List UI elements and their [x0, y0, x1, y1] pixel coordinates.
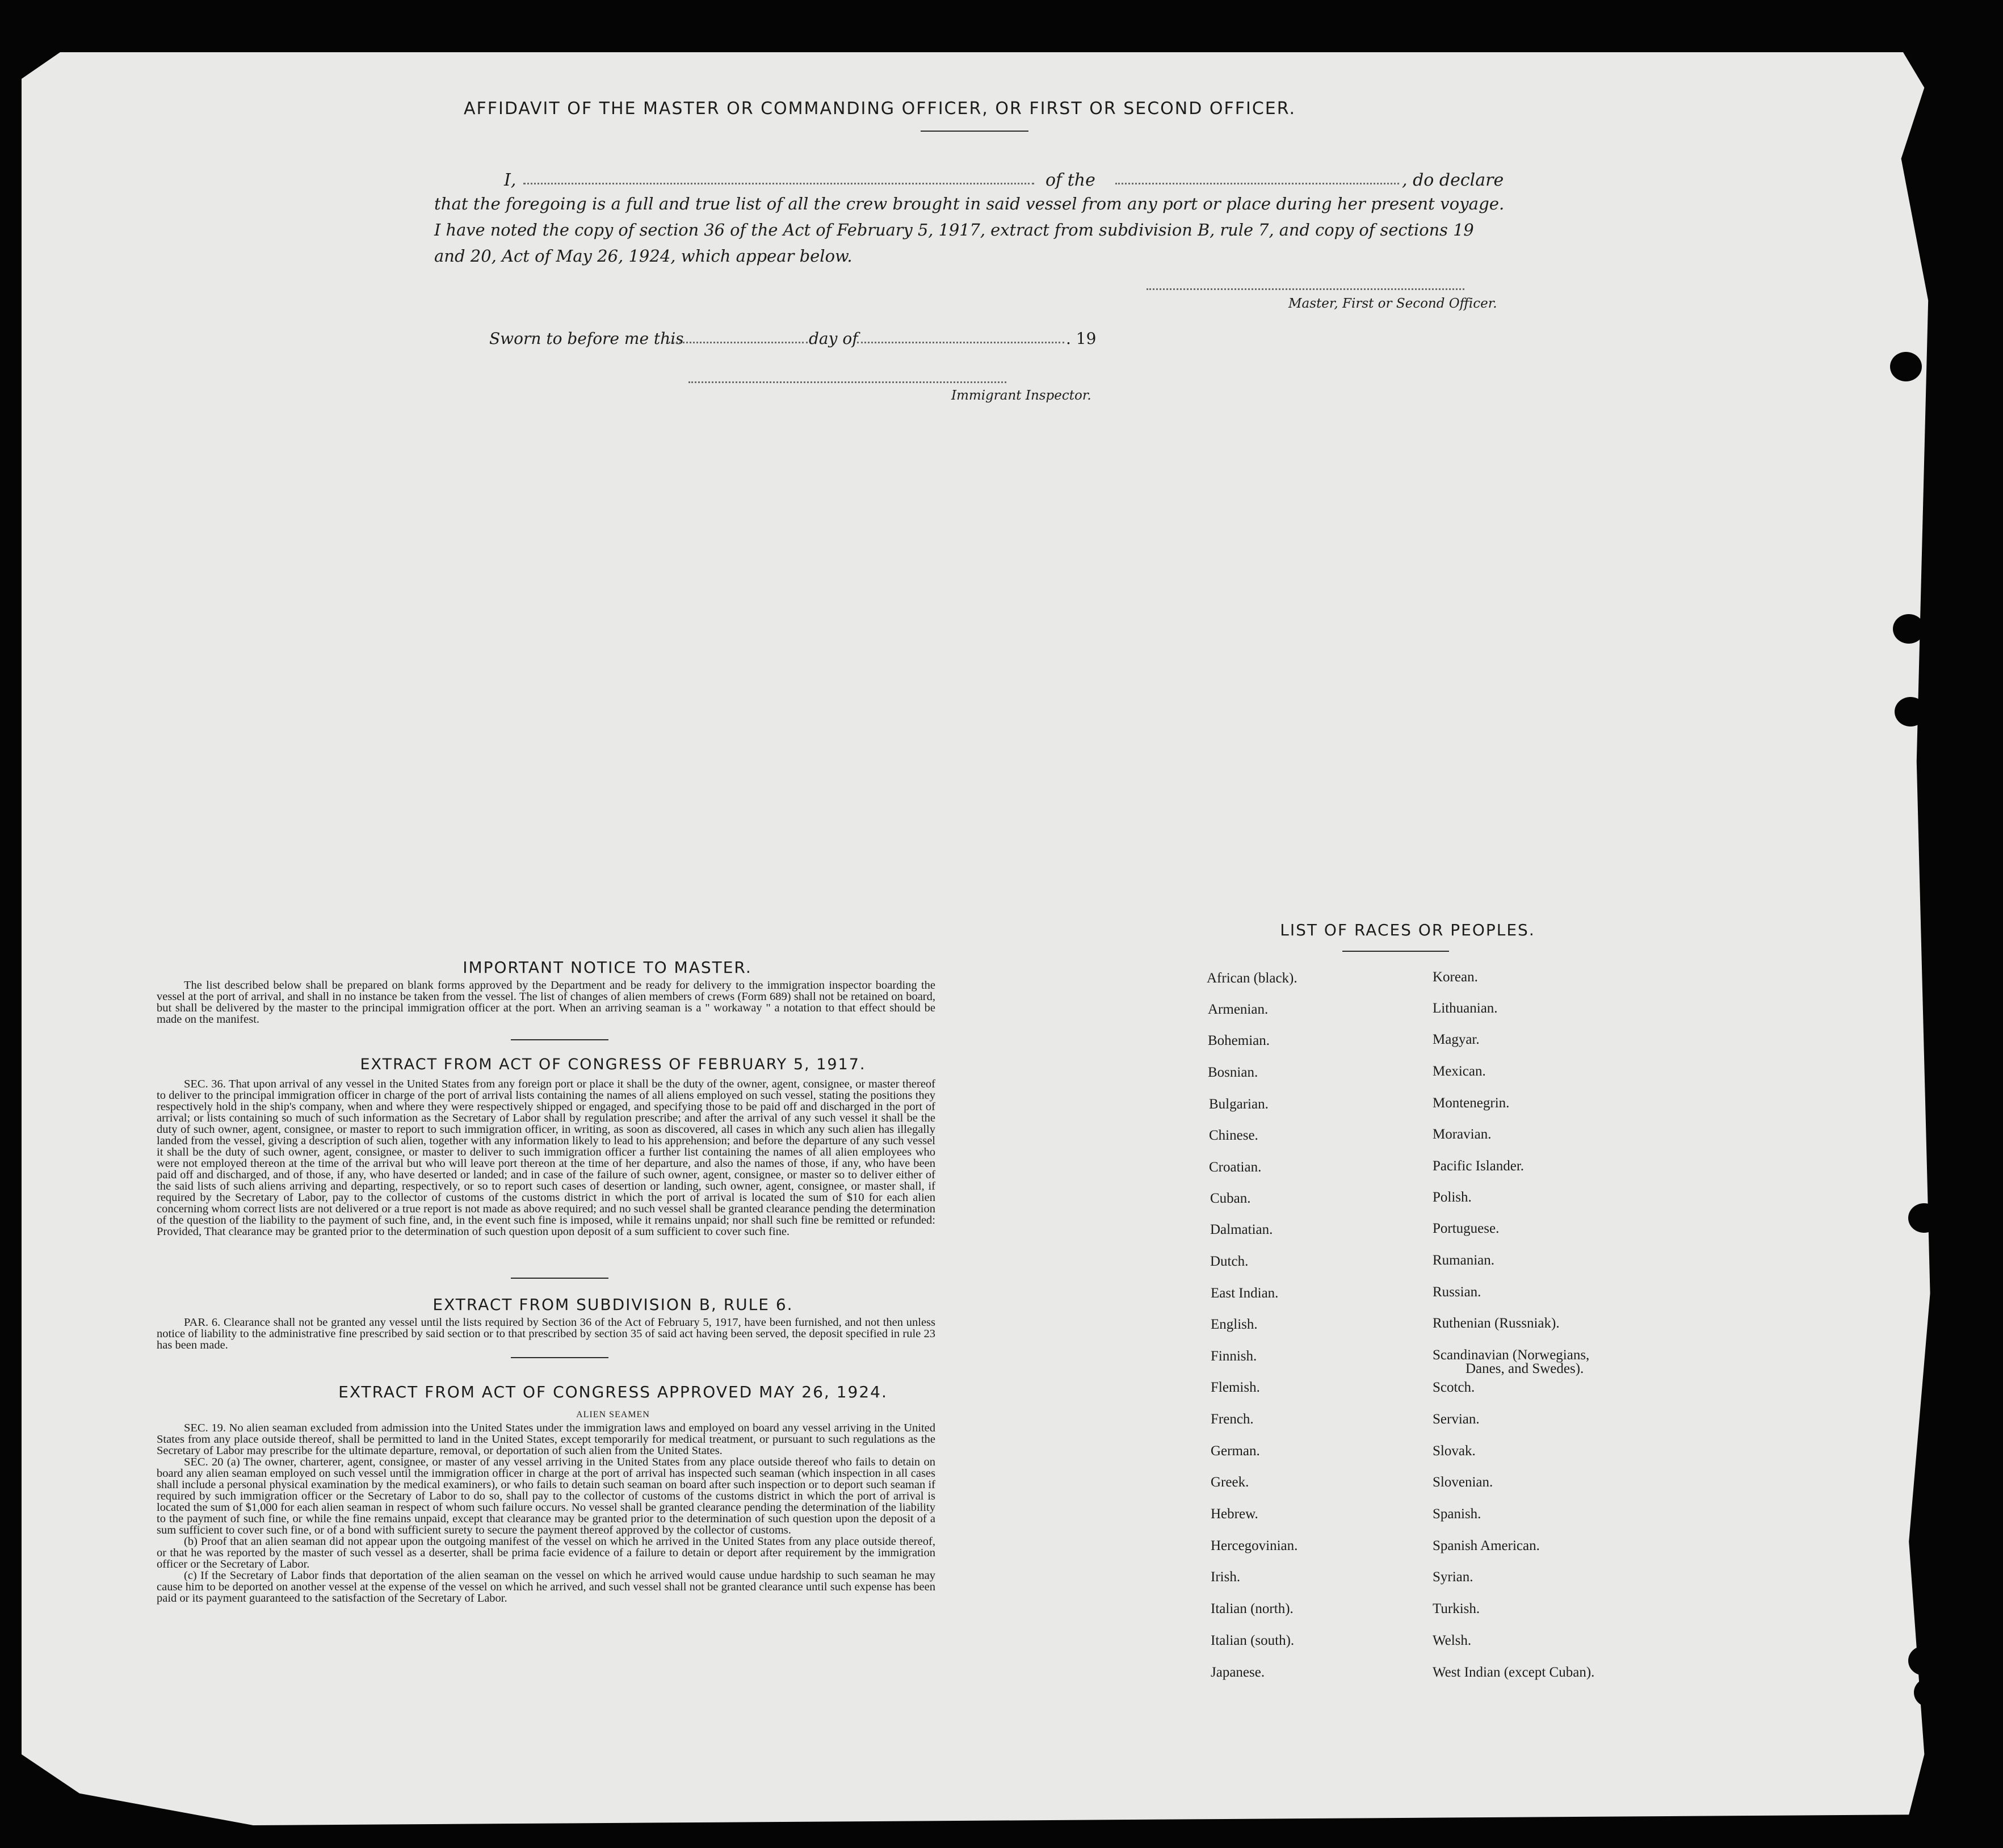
race-left: German. [1211, 1443, 1260, 1459]
divider [1342, 951, 1449, 952]
sworn-text: Sworn to before me this [489, 329, 684, 348]
race-left: Bohemian. [1208, 1033, 1270, 1048]
inspector-signature-line [688, 381, 1006, 383]
race-right: Mexican. [1433, 1064, 1486, 1079]
extract-1917-text [157, 1078, 935, 1237]
notice-title: IMPORTANT NOTICE TO MASTER. [463, 958, 752, 977]
race-left: Hebrew. [1211, 1506, 1258, 1522]
binder-hole [1908, 1203, 1940, 1233]
rule-6-text [157, 1317, 935, 1351]
binder-hole [1893, 614, 1925, 644]
race-left: English. [1211, 1317, 1258, 1332]
name-blank [523, 183, 1034, 184]
affidavit-do-declare: , do declare [1402, 170, 1504, 190]
race-right: Welsh. [1433, 1633, 1472, 1648]
race-right: Portuguese. [1433, 1221, 1500, 1236]
day-of-text: day of [809, 329, 858, 348]
vessel-blank [1115, 183, 1399, 184]
race-left: Finnish. [1211, 1349, 1257, 1364]
race-left: East Indian. [1211, 1286, 1279, 1301]
race-left: Cuban. [1210, 1191, 1251, 1206]
affidavit-line-1: that the foregoing is a full and true list of all the crew brought in said vessel from any port or place during her present voyage. [434, 194, 1505, 213]
divider [511, 1278, 608, 1279]
race-right: West Indian (except Cuban). [1433, 1665, 1595, 1680]
race-left: Hercegovinian. [1211, 1538, 1298, 1553]
year-text: . 19 [1066, 329, 1097, 348]
race-left: Greek. [1211, 1475, 1249, 1490]
race-right: Scandinavian (Norwegians, [1433, 1347, 1590, 1363]
affidavit-line-3: and 20, Act of May 26, 1924, which appear below. [434, 246, 853, 266]
section-20b-paragraph: (b) Proof that an alien seaman did not appear upon the outgoing manifest of the vessel on which he arrived in the United States from any place outside thereof, or that he was reported by the master of such vessel as a deserter, shall be prima facie evidence of a failure to detain or deport after requirement by the immigration officer or the Secretary of Labor. [157, 1535, 935, 1570]
race-right: Spanish American. [1433, 1538, 1540, 1553]
race-left: Italian (north). [1211, 1601, 1294, 1616]
section-20a-paragraph: SEC. 20 (a) The owner, charterer, agent, consignee, or master of any vessel arriving in the United States from any place outside thereof who fails to detain on board any alien seaman employed on such vessel until the immigration officer in charge at the port of arrival has inspected such seaman (which inspection in all cases shall include a personal physical examination by the medical examiners), or who fails to detain such seaman on board after such inspection or to deport such seaman if required by such immigration officer or the Secretary of Labor to do so, shall pay to the collector of customs of the customs district in which the port of arrival is located the sum of $1,000 for each alien seaman in respect of whom such failure occurs. No vessel shall be granted clearance pending the determination of the liability to the payment of such fine, or while the fine remains unpaid, except that clearance may be granted prior to the determination of such question upon the deposit of a sum sufficient to cover such fine, or of a bond with sufficient surety to secure the payment thereof approved by the collector of customs. [157, 1456, 935, 1536]
race-right: Slovenian. [1433, 1475, 1493, 1490]
race-right-continuation: Danes, and Swedes). [1465, 1361, 1584, 1376]
alien-seamen-subtitle: ALIEN SEAMEN [576, 1410, 650, 1419]
race-right: Pacific Islander. [1433, 1158, 1525, 1174]
master-signature-line [1147, 288, 1464, 290]
race-left: Croatian. [1209, 1160, 1262, 1175]
affidavit-title: AFFIDAVIT OF THE MASTER OR COMMANDING OFFICER, OR FIRST OR SECOND OFFICER. [463, 99, 1296, 119]
notice-paragraph: The list described below shall be prepared on blank forms approved by the Department and be ready for delivery to the immigration inspector boarding the vessel at the port of arrival, and shall in no instance be taken from the vessel. The list of changes of alien members of crews (Form 689) shall not be retained on board, but shall be delivered by the master to the principal immigration officer at the port. When an arriving seaman is a " workaway " a notation to that effect should be made on the manifest. [157, 979, 935, 1026]
inspector-caption: Immigrant Inspector. [951, 388, 1091, 403]
race-left: Irish. [1211, 1569, 1241, 1585]
affidavit-line-2: I have noted the copy of section 36 of the Act of February 5, 1917, extract from subdivision B, rule 7, and copy of sections 19 [434, 220, 1474, 240]
races-title: LIST OF RACES OR PEOPLES. [1280, 921, 1535, 939]
binder-hole [1908, 1646, 1940, 1675]
master-caption: Master, First or Second Officer. [1288, 296, 1497, 311]
race-right: Moravian. [1433, 1127, 1492, 1142]
month-blank [857, 342, 1064, 343]
section-19-paragraph: SEC. 19. No alien seaman excluded from admission into the United States under the immigration laws and employed on board any vessel arriving in the United States from any place outside thereof, shall be permitted to land in the United States, except temporarily for medical treatment, or pursuant to such regulations as the Secretary of Labor may prescribe for the ultimate departure, removal, or deportation of such alien from the United States. [157, 1422, 935, 1457]
race-right: Montenegrin. [1433, 1095, 1510, 1111]
race-left: Armenian. [1208, 1002, 1269, 1017]
race-right: Ruthenian (Russniak). [1433, 1316, 1560, 1331]
extract-1917-title: EXTRACT FROM ACT OF CONGRESS OF FEBRUARY 5, 1917. [360, 1056, 866, 1073]
day-blank [669, 342, 808, 343]
race-left: Dutch. [1210, 1254, 1249, 1269]
race-right: Russian. [1433, 1284, 1481, 1300]
race-left: French. [1211, 1412, 1254, 1427]
race-left: Dalmatian. [1210, 1222, 1273, 1237]
race-right: Spanish. [1433, 1506, 1481, 1522]
divider [511, 1039, 608, 1040]
race-left: Italian (south). [1211, 1633, 1295, 1648]
rule-6-title: EXTRACT FROM SUBDIVISION B, RULE 6. [432, 1295, 793, 1314]
race-left: Bulgarian. [1209, 1097, 1269, 1112]
race-left: Japanese. [1211, 1665, 1265, 1680]
race-right: Turkish. [1433, 1601, 1480, 1616]
race-right: Syrian. [1433, 1569, 1473, 1585]
race-right: Korean. [1433, 969, 1478, 985]
race-right: Polish. [1433, 1190, 1472, 1205]
extract-1924-title: EXTRACT FROM ACT OF CONGRESS APPROVED MAY 26, 1924. [338, 1383, 888, 1401]
race-right: Servian. [1433, 1412, 1480, 1427]
rule-6-paragraph: PAR. 6. Clearance shall not be granted any vessel until the lists required by Section 36 of the Act of February 5, 1917, have been furnished, and not then unless notice of liability to the administrative fine prescribed by said section or to that prescribed by section 35 of said act having been served, the deposit specified in rule 23 has been made. [157, 1316, 935, 1351]
race-right: Magyar. [1433, 1032, 1480, 1047]
race-left: Flemish. [1211, 1380, 1260, 1395]
affidavit-i: I, [504, 170, 517, 190]
extract-1924-text [157, 1422, 935, 1604]
race-right: Rumanian. [1433, 1253, 1495, 1268]
divider [921, 131, 1028, 132]
section-36-paragraph: SEC. 36. That upon arrival of any vessel in the United States from any foreign port or place it shall be the duty of the owner, agent, consignee, or master thereof to deliver to the principal immigration officer in charge of the port of arrival lists containing the names of all aliens employed on such vessel, stating the positions they respectively hold in the ship's company, when and where they were respectively shipped or engaged, and specifying those to be paid off and discharged in the port of arrival; or lists containing so much of such information as the Secretary of Labor shall by regulation prescribe; and after the arrival of any such vessel it shall be the duty of such owner, agent, consignee, or master to report to such immigration officer, in writing, as soon as discovered, all cases in which any such alien has illegally landed from the vessel, giving a description of such alien, together with any information likely to lead to his apprehension; and before the departure of any such vessel it shall be the duty of such owner, agent, consignee, or master to deliver to such immigration officer a further list containing the names of all alien employees who were not employed thereon at the time of the arrival but who will leave port thereon at the time of her departure, and also the names of those, if any, who have been paid off and discharged, and of those, if any, who have deserted or landed; and in case of the failure of such owner, agent, consignee, or master so to deliver either of the said lists of such aliens arriving and departing, respectively, or so to report such cases of desertion or landing, such owner, agent, consignee, or master shall, if required by the Secretary of Labor, pay to the collector of customs of the customs district in which the port of arrival is located the sum of $10 for each alien concerning whom correct lists are not delivered or a true report is not made as above required; and no such vessel shall be granted clearance pending the determination of the question of the liability to the payment of such fine, and, in the event such fine is imposed, while it remains unpaid; nor shall such fine be remitted or refunded: Provided, That clearance may be granted prior to the determination of such question upon deposit of a sum sufficient to cover such fine. [157, 1078, 935, 1238]
binder-hole [1914, 1678, 1946, 1707]
race-left: Bosnian. [1208, 1065, 1258, 1080]
race-right: Lithuanian. [1433, 1001, 1498, 1016]
binder-hole [1895, 697, 1926, 726]
race-left: African (black). [1207, 971, 1297, 986]
race-right: Scotch. [1433, 1380, 1475, 1395]
race-left: Chinese. [1209, 1128, 1258, 1143]
binder-hole [1890, 352, 1922, 381]
notice-text [157, 980, 935, 1025]
divider [511, 1357, 608, 1358]
section-20c-paragraph: (c) If the Secretary of Labor finds that deportation of the alien seaman on the vessel on which he arrived would cause undue hardship to such seaman he may cause him to be deported on another vessel at the expense of the vessel on which he arrived, and such vessel shall not be granted clearance until such expense has been paid or its payment guaranteed to the satisfaction of the Secretary of Labor. [157, 1569, 935, 1605]
affidavit-of-the: of the [1045, 170, 1095, 190]
race-right: Slovak. [1433, 1443, 1476, 1459]
